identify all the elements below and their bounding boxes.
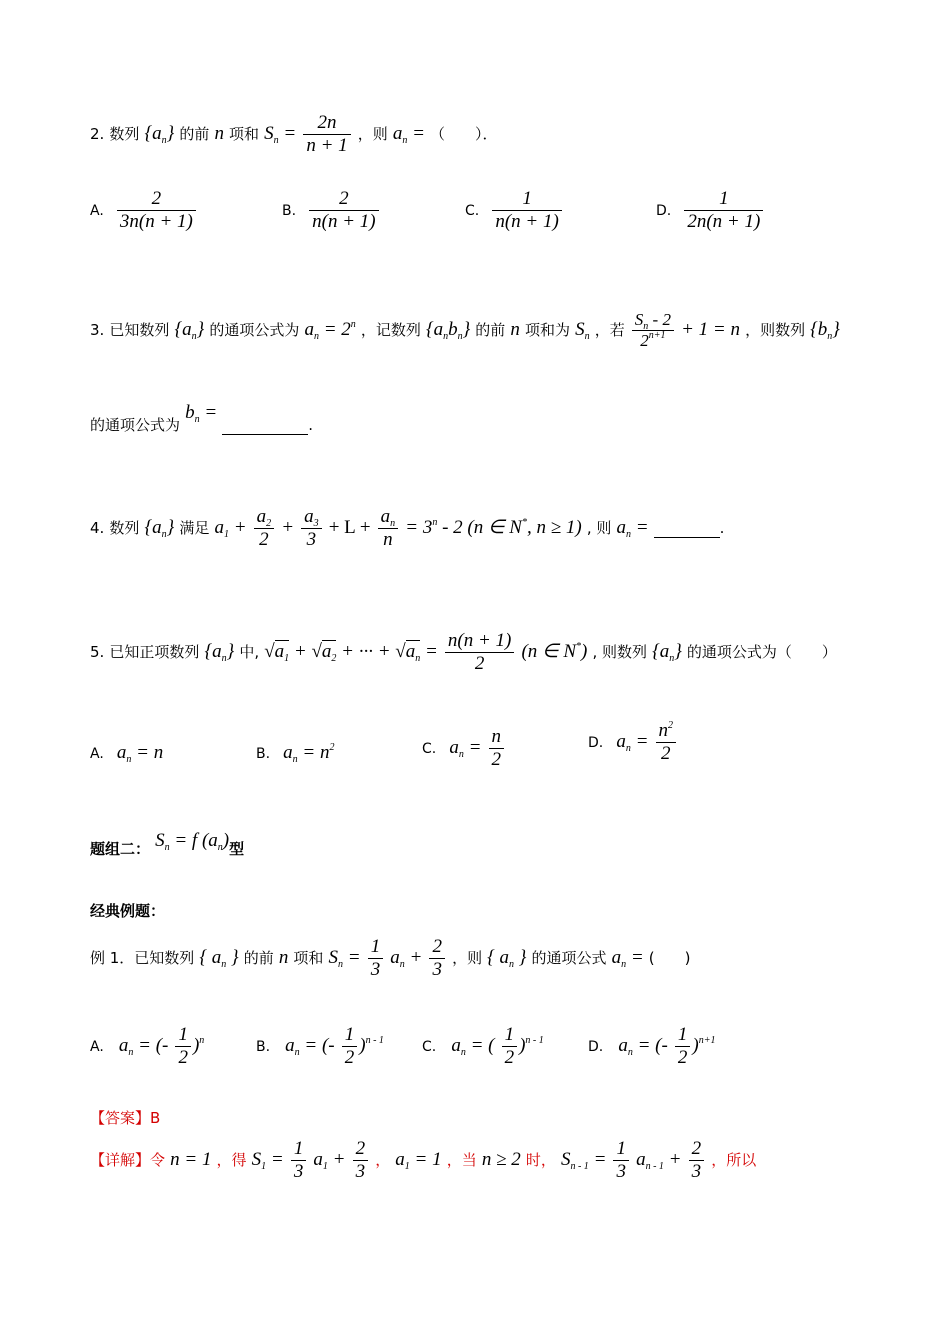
- q2-an-eq: $a_n$ =: [392, 123, 425, 146]
- detail-sn-1: $S_{n - 1}$ =: [560, 1149, 607, 1172]
- q5-option-b-formula: $a_n = n^2$: [283, 742, 335, 765]
- ex1-option-a-frac: $\frac{1}{2}$: [175, 1024, 191, 1069]
- detail-frac-2-3-b: $\frac{2}{3}$: [689, 1138, 705, 1183]
- q3-number: 3.: [90, 321, 105, 339]
- detail-label: 【详解】: [90, 1151, 151, 1169]
- ex1-option-b-label: B.: [256, 1039, 271, 1055]
- detail-frac-1-3-b: $\frac{1}{3}$: [613, 1138, 629, 1183]
- q2-text-4: ，则: [357, 125, 388, 143]
- q4-rhs: = $3^n - 2$ (n ∈ N*, n ≥ 1): [405, 517, 582, 538]
- q4-text-4: .: [719, 519, 725, 537]
- q4-frac-an: $\frac{a_n}{n}$: [378, 506, 399, 551]
- q4-frac-a2: $\frac{a_2}{2}$: [254, 506, 275, 551]
- question-2: [90, 112, 498, 157]
- q3-text-1: 已知数列: [109, 321, 170, 339]
- ex1-prefix: 例 1．已知数列: [90, 949, 195, 967]
- q2-text-5: （ ）．: [430, 125, 498, 143]
- question-3: [90, 310, 840, 351]
- q3-text-2: 的通项公式为: [209, 321, 300, 339]
- q2-option-d-den: 2n(n + 1): [684, 210, 763, 233]
- q5-text-1: 已知正项数列: [109, 643, 200, 661]
- detail-text-6: ，所以: [711, 1151, 757, 1169]
- ex1-text-4: 的通项公式: [531, 949, 607, 967]
- q2-option-a-num: 2: [151, 188, 162, 209]
- q4-text-1: 数列: [109, 519, 140, 537]
- q2-option-b-frac: [309, 188, 378, 233]
- ex1-option-d-label: D.: [588, 1039, 604, 1055]
- ex1-seq-an-2: { $a_n$ }: [487, 947, 527, 970]
- ex1-option-c-label: C.: [422, 1039, 437, 1055]
- ex1-option-b-formula: $a_n$ = (-: [285, 1035, 335, 1058]
- q4-answer-blank[interactable]: [654, 518, 720, 538]
- example-1: [90, 936, 690, 981]
- q4-plus-1: +: [281, 517, 295, 538]
- ex1-option-c[interactable]: [422, 1024, 544, 1069]
- detail-text-2: ，得: [216, 1151, 247, 1169]
- detail-a1-plus: $a_1$ +: [313, 1149, 346, 1172]
- q2-sn-formula: $S_n$ =: [264, 123, 297, 146]
- q4-text-2: 满足: [179, 519, 210, 537]
- q3-text-7: ，则数列: [745, 321, 806, 339]
- q5-seq-an-2: $\{a_n\}$: [652, 641, 682, 664]
- q2-option-c-den: n(n + 1): [492, 210, 561, 233]
- q2-option-c-label: C.: [465, 203, 480, 219]
- group-2-formula: $S_n = f$ $(a_n)$: [155, 830, 230, 853]
- q5-option-b[interactable]: [256, 742, 334, 764]
- q4-frac-a3: $\frac{a_3}{3}$: [301, 506, 322, 551]
- q5-option-c[interactable]: [422, 726, 506, 771]
- ex1-an-eq: $a_n$ =: [611, 947, 644, 970]
- detail-text-1: 令: [150, 1151, 166, 1169]
- q3-seq-bn: $\{b_n\}$: [810, 319, 840, 342]
- ex1-option-c-frac: $\frac{1}{2}$: [502, 1024, 518, 1069]
- q2-option-d-num: 1: [719, 188, 729, 209]
- q2-option-d-frac: [684, 188, 763, 233]
- q5-domain: (n ∈ N*): [521, 641, 588, 662]
- ex1-text-5: ( ): [648, 949, 691, 967]
- q3-text-6: ，若: [594, 321, 625, 339]
- answer-value: B: [150, 1109, 161, 1127]
- ex1-option-d-exp: )$^{n+1}$: [692, 1035, 716, 1056]
- q2-n: n: [214, 123, 224, 144]
- ex1-option-d[interactable]: [588, 1024, 715, 1069]
- detail-line: [90, 1138, 756, 1183]
- q2-option-b-label: B.: [282, 203, 297, 219]
- ex1-option-b[interactable]: [256, 1024, 384, 1069]
- answer-label: 【答案】: [90, 1109, 151, 1127]
- q5-option-b-label: B.: [256, 746, 271, 762]
- detail-a1-eq: $a_1 = 1$: [395, 1149, 442, 1172]
- ex1-option-c-formula: $a_n$ = (: [451, 1035, 495, 1058]
- ex1-sn: $S_n$ =: [328, 947, 361, 970]
- q4-number: 4.: [90, 519, 105, 537]
- q2-option-b-den: n(n + 1): [309, 210, 378, 233]
- q5-fraction: $\frac{n(n + 1)}{2}$: [445, 630, 514, 675]
- q5-text-2: 中,: [239, 643, 260, 661]
- q5-option-a[interactable]: [90, 742, 163, 764]
- ex1-text-3: ，则: [452, 949, 483, 967]
- q5-sqrt-sum: $√a_1 + √a_2$ + ··· + $√a_n$ =: [264, 641, 438, 664]
- q3-n: n: [510, 319, 520, 340]
- q3-text-8: 的通项公式为: [90, 416, 181, 434]
- q2-fraction: $\frac{2n}{n + 1}$: [303, 112, 350, 157]
- q3-answer-blank[interactable]: [222, 415, 308, 435]
- q4-seq-an: $\{a_n\}$: [144, 517, 175, 540]
- ex1-option-a-exp: )$^n$: [192, 1035, 205, 1056]
- q5-option-a-label: A.: [90, 746, 104, 762]
- q5-text-4: 的通项公式为（ ）: [686, 643, 837, 661]
- classic-heading: [90, 900, 165, 921]
- detail-text-5: 时，: [525, 1151, 556, 1169]
- ex1-option-c-exp: )$^{n - 1}$: [519, 1035, 544, 1056]
- q2-option-b-num: 2: [339, 188, 349, 209]
- ex1-text-1: 的前: [243, 949, 274, 967]
- question-5: [90, 630, 837, 675]
- q2-option-a-frac: [117, 188, 196, 233]
- ex1-frac-2-3: $\frac{2}{3}$: [429, 936, 445, 981]
- q2-number: 2.: [90, 125, 105, 143]
- q5-option-c-label: C.: [422, 741, 437, 757]
- ex1-option-d-formula: $a_n$ = (-: [618, 1035, 668, 1058]
- ex1-option-a-formula: $a_n$ = (-: [118, 1035, 169, 1058]
- ex1-option-a-label: A.: [90, 1039, 104, 1055]
- q4-text-3: , 则: [586, 519, 612, 537]
- ex1-option-b-frac: $\frac{1}{2}$: [342, 1024, 358, 1069]
- answer-line: [90, 1107, 160, 1128]
- q3-an-formula: $a_n = 2^n$: [304, 319, 356, 342]
- q3-text-5: 项和为: [524, 321, 570, 339]
- q5-option-a-formula: $a_n = n$: [116, 742, 164, 765]
- q3-bn-eq: $b_n$ =: [185, 402, 218, 425]
- q4-ellipsis: + L +: [328, 517, 371, 538]
- q4-an-eq: $a_n$ =: [616, 517, 649, 540]
- q4-a1: $a_1$ +: [214, 517, 247, 540]
- q2-option-c[interactable]: [465, 188, 564, 233]
- ex1-option-d-frac: $\frac{1}{2}$: [675, 1024, 691, 1069]
- detail-text-3: ，: [375, 1151, 391, 1169]
- q3-text-9: .: [308, 416, 314, 434]
- q3-plus-one: + 1 = n: [681, 319, 740, 340]
- q5-option-c-formula: $a_n$ =: [449, 737, 482, 760]
- group-2-prefix: 题组二：: [90, 840, 151, 858]
- detail-s1: $S_1$ =: [251, 1149, 284, 1172]
- q2-text-2: 的前: [179, 125, 210, 143]
- detail-frac-2-3: $\frac{2}{3}$: [353, 1138, 369, 1183]
- q2-option-a-label: A.: [90, 203, 104, 219]
- q2-option-a-den: 3n(n + 1): [117, 210, 196, 233]
- q3-text-3: ，记数列: [360, 321, 421, 339]
- q5-option-c-frac: $\frac{n}{2}$: [489, 726, 505, 771]
- question-4: [90, 506, 724, 551]
- ex1-seq-an: { $a_n$ }: [199, 947, 239, 970]
- q3-line-2: [90, 402, 314, 436]
- q2-option-a[interactable]: [90, 188, 198, 233]
- detail-an-1-plus: $a_{n - 1}$ +: [636, 1149, 682, 1172]
- q2-text-3: 项和: [229, 125, 260, 143]
- q5-text-3: , 则数列: [592, 643, 647, 661]
- q2-option-c-frac: [492, 188, 561, 233]
- ex1-frac-1-3: $\frac{1}{3}$: [368, 936, 384, 981]
- q3-text-4: 的前: [475, 321, 506, 339]
- q2-seq-an: $\{a_n\}$: [144, 123, 175, 146]
- ex1-an-plus: $a_n$ +: [390, 947, 423, 970]
- classic-heading-text: 经典例题：: [90, 902, 166, 920]
- q5-option-d-label: D.: [588, 735, 604, 751]
- q2-option-d[interactable]: [656, 188, 765, 233]
- q2-option-b[interactable]: [282, 188, 381, 233]
- detail-n-ge-2: n ≥ 2: [481, 1149, 521, 1170]
- detail-frac-1-3: $\frac{1}{3}$: [291, 1138, 307, 1183]
- q5-number: 5.: [90, 643, 105, 661]
- q5-option-d[interactable]: [588, 720, 678, 765]
- q3-seq-an: $\{a_n\}$: [174, 319, 205, 342]
- q5-option-d-frac: $\frac{n^2}{2}$: [656, 720, 677, 765]
- ex1-n: n: [278, 947, 289, 968]
- ex1-option-b-exp: )$^{n - 1}$: [359, 1035, 384, 1056]
- q3-seq-anbn: $\{a_nb_n\}$: [425, 319, 471, 342]
- group-2-title: [90, 830, 245, 860]
- q2-option-c-num: 1: [522, 188, 532, 209]
- group-2-suffix: 型: [229, 840, 245, 858]
- detail-text-4: ，当: [446, 1151, 477, 1169]
- q3-fraction: $\frac{S_n - 2}{2^{n+1}}$: [632, 310, 674, 351]
- ex1-option-a[interactable]: [90, 1024, 204, 1069]
- detail-n-eq-1: n = 1: [170, 1149, 212, 1170]
- q2-text-1: 数列: [109, 125, 140, 143]
- q5-option-d-formula: $a_n$ =: [616, 731, 649, 754]
- q2-option-d-label: D.: [656, 203, 672, 219]
- ex1-text-2: 项和: [293, 949, 324, 967]
- q5-seq-an: $\{a_n\}$: [204, 641, 235, 664]
- q3-sn: $S_n$: [575, 319, 590, 342]
